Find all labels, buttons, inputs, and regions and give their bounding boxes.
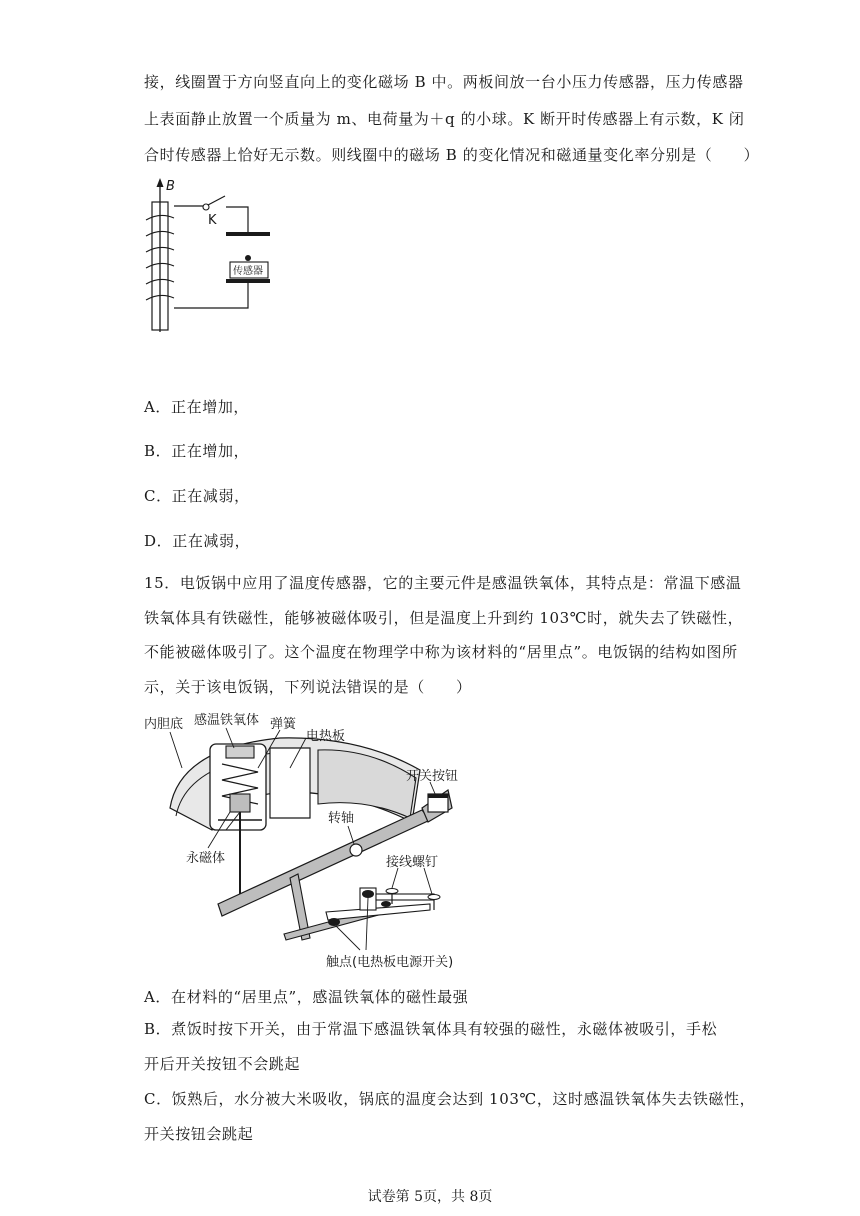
contact-lower: [328, 918, 340, 926]
sensor-label: 传感器: [233, 266, 263, 277]
q15-text-line-2: 铁氧体具有铁磁性，能够被磁体吸引，但是温度上升到约 103℃时，就失去了铁磁性，: [144, 609, 744, 627]
ferrite-block: [226, 746, 254, 758]
q15-text-line-4: 示，关于该电饭锅，下列说法错误的是（ ）: [144, 678, 472, 696]
field-label: B: [166, 179, 175, 194]
label-spring: 弹簧: [270, 717, 297, 732]
charged-ball: [245, 255, 251, 261]
q14-text-line-1: 接，线圈置于方向竖直向上的变化磁场 B 中。两板间放一台小压力传感器，压力传感器: [144, 73, 744, 91]
rice-cooker-figure: [130, 708, 550, 978]
permanent-magnet: [230, 794, 250, 812]
q15-option-c[interactable]: C．饭熟后，水分被大米吸收，锅底的温度会达到 103℃，这时感温铁氧体失去铁磁性，: [144, 1090, 756, 1108]
label-inner-pot-bottom: 内胆底: [144, 717, 184, 732]
bottom-plate: [226, 279, 270, 283]
q15-option-c-cont: 开关按钮会跳起: [144, 1125, 254, 1143]
q15-text-line-3: 不能被磁体吸引了。这个温度在物理学中称为该材料的“居里点”。电饭锅的结构如图所: [144, 643, 738, 661]
q14-option-b[interactable]: B．正在增加，: [144, 442, 250, 460]
heating-plate: [270, 748, 310, 818]
q15-text-line-1: 15．电饭锅中应用了温度传感器，它的主要元件是感温铁氧体，其特点是：常温下感温: [144, 574, 742, 592]
contact-upper: [362, 890, 374, 898]
q15-option-a[interactable]: A．在材料的“居里点”，感温铁氧体的磁性最强: [144, 988, 469, 1006]
q15-option-b[interactable]: B．煮饭时按下开关，由于常温下感温铁氧体具有较强的磁性，永磁体被吸引，手松: [144, 1020, 718, 1038]
q15-option-b-cont: 开后开关按钮不会跳起: [144, 1055, 301, 1073]
q14-option-a[interactable]: A．正在增加，: [144, 398, 250, 416]
q14-option-d[interactable]: D．正在减弱，: [144, 532, 251, 550]
q14-circuit-figure: [130, 174, 290, 344]
label-switch-button: 开关按钮: [406, 769, 459, 784]
label-ferrite: 感温铁氧体: [194, 713, 260, 728]
label-contacts: 触点(电热板电源开关): [326, 955, 454, 970]
label-heating-plate: 电热板: [306, 729, 346, 744]
pivot: [350, 844, 362, 856]
label-permanent-magnet: 永磁体: [186, 851, 226, 866]
switch-blade: [208, 196, 225, 205]
page-footer: 试卷第 5页，共 8页: [367, 1189, 493, 1205]
switch-label: K: [208, 213, 217, 228]
label-pivot: 转轴: [328, 811, 355, 826]
q14-option-c[interactable]: C．正在减弱，: [144, 487, 250, 505]
label-terminal-screws: 接线螺钉: [386, 855, 439, 870]
q14-text-line-2: 上表面静止放置一个质量为 m、电荷量为＋q 的小球。K 断开时传感器上有示数，K 闭: [144, 110, 745, 128]
top-plate: [226, 232, 270, 236]
q14-text-line-3: 合时传感器上恰好无示数。则线圈中的磁场 B 的变化情况和磁通量变化率分别是（ ）: [144, 146, 760, 164]
